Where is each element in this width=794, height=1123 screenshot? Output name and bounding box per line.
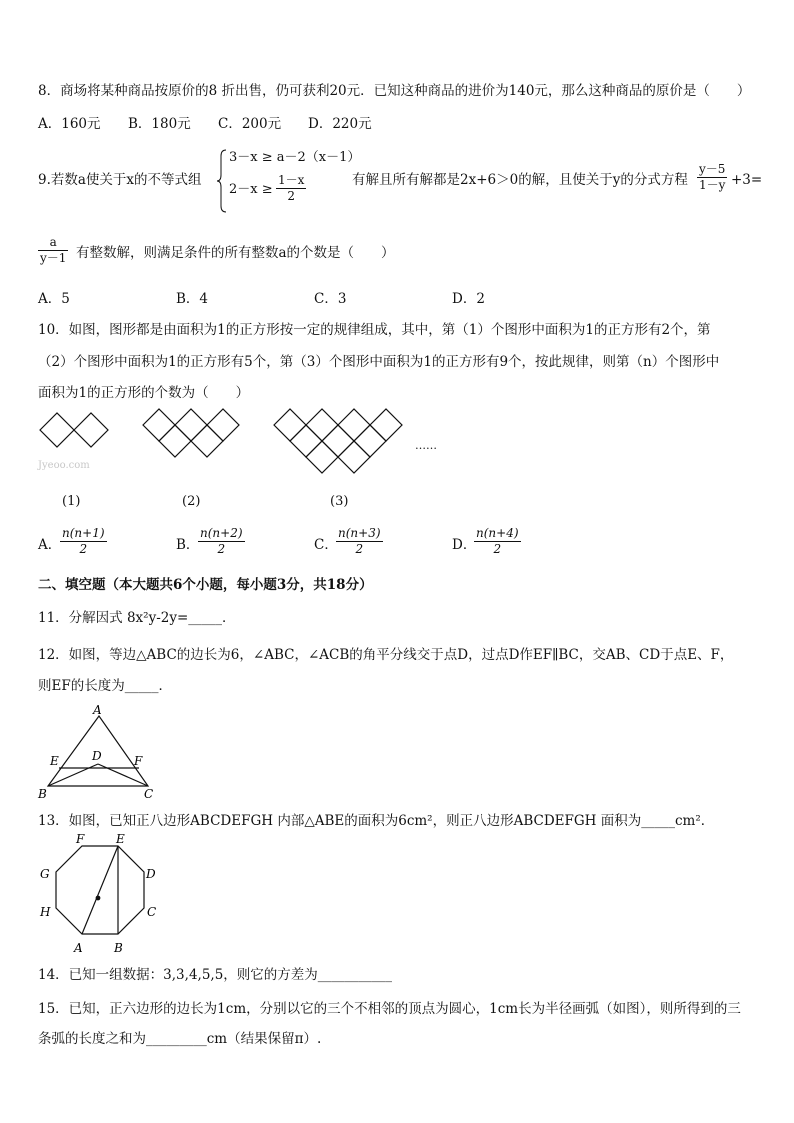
q13-label-g: G — [40, 867, 50, 881]
q10-fig3-square — [306, 441, 338, 473]
q10-fig2-square — [207, 409, 239, 441]
q10-option-d-letter: D． — [452, 537, 477, 553]
q9-inequality-2-left: 2－x ≥ — [229, 182, 273, 197]
q10-option-a-letter: A． — [38, 537, 62, 553]
q13-label-e: E — [116, 832, 125, 846]
q9-option-c: C．3 — [314, 291, 347, 307]
q10-fig2-square — [159, 425, 191, 457]
q10-fig3-square — [306, 409, 338, 441]
q12-line2: 则EF的长度为_____． — [38, 678, 172, 694]
section-2-heading: 二、填空题（本大题共6个小题，每小题3分，共18分） — [38, 577, 373, 593]
q9-option-d: D．2 — [452, 291, 485, 307]
q9-system-brace — [216, 148, 228, 214]
q10-fig2-square — [175, 409, 207, 441]
q8-option-a: A．160元 — [38, 116, 101, 132]
q10-fig1-label: (1) — [62, 494, 81, 509]
q10-fig3-square — [274, 409, 306, 441]
q9-equation-fraction — [697, 162, 727, 193]
q10-fig2-label: (2) — [182, 494, 201, 509]
q10-option-c-denominator: 2 — [355, 542, 364, 556]
q9-inequality-2-fraction — [276, 173, 306, 204]
q10-option-a-numerator: n(n+1) — [62, 526, 105, 540]
q10-pattern-figures — [30, 405, 450, 485]
q8-stem: 8．商场将某种商品按原价的8 折出售，仍可获利20元．已知这种商品的进价为140元，那么这种商品的原价是（ ） — [38, 83, 751, 99]
q10-option-a-fraction — [60, 526, 107, 557]
q10-option-b-denominator: 2 — [217, 542, 226, 556]
q10-fig3-square — [290, 425, 322, 457]
q10-line2: （2）个图形中面积为1的正方形有5个，第（3）个图形中面积为1的正方形有9个，按此规律，则第（n）个图形中 — [38, 354, 720, 370]
q10-option-d-fraction — [474, 526, 521, 557]
q9-prefix: 9.若数a使关于x的不等式组 — [38, 172, 202, 188]
q9-line2-text: 有整数解，则满足条件的所有整数a的个数是（ ） — [76, 245, 395, 261]
q13-label-d: D — [146, 867, 156, 881]
q10-fig1-square — [74, 413, 108, 447]
q13-label-c: C — [147, 905, 157, 919]
q10-fig1-square — [40, 413, 74, 447]
q9-line2-fraction — [38, 235, 68, 266]
q12-label-a: A — [93, 703, 102, 717]
q9-equation-tail: +3= — [731, 172, 763, 188]
q8-option-d: D．220元 — [308, 116, 372, 132]
q10-fig3-square — [338, 409, 370, 441]
q14-text: 14．已知一组数据：3,3,4,5,5，则它的方差为___________ — [38, 967, 393, 983]
q12-label-b: B — [38, 787, 47, 801]
q10-fig3-square — [354, 425, 386, 457]
q13-line1: 13．如图，已知正八边形ABCDEFGH 内部△ABE的面积为6cm²，则正八边形ABCDEFGH 面积为_____cm²． — [38, 813, 715, 829]
q10-ellipsis: …… — [415, 439, 437, 452]
q10-watermark: Jyeoo.com — [38, 460, 90, 471]
q12-label-d: D — [92, 749, 102, 763]
q12-label-c: C — [144, 787, 154, 801]
q13-segment-ae — [82, 846, 118, 934]
q10-option-c-numerator: n(n+3) — [338, 526, 381, 540]
q15-line2: 条弧的长度之和为_________cm（结果保留π）. — [38, 1031, 322, 1047]
q13-label-a: A — [74, 941, 83, 955]
q13-label-h: H — [40, 905, 51, 919]
q9-option-a: A．5 — [38, 291, 70, 307]
q10-line3: 面积为1的正方形的个数为（ ） — [38, 385, 250, 401]
q10-fig2-square — [143, 409, 175, 441]
q9-ineq2-denominator: 2 — [287, 189, 296, 203]
q9-line2-denominator: y－1 — [40, 251, 67, 265]
q9-eq-numerator: y－5 — [699, 162, 726, 176]
q10-option-c-fraction — [336, 526, 383, 557]
q10-fig2-square — [191, 425, 223, 457]
q12-label-f: F — [134, 754, 143, 768]
q9-eq-denominator: 1－y — [699, 178, 726, 192]
q10-option-b-letter: B． — [176, 537, 200, 553]
q8-option-c: C．200元 — [218, 116, 282, 132]
q12-triangle-figure — [36, 702, 158, 802]
q10-fig3-square — [322, 425, 354, 457]
q10-fig3-square — [370, 409, 402, 441]
q9-middle-text: 有解且所有解都是2x+6＞0的解，且使关于y的分式方程 — [352, 172, 688, 188]
q8-option-b: B．180元 — [128, 116, 191, 132]
q13-label-f: F — [76, 832, 85, 846]
q12-line1: 12．如图，等边△ABC的边长为6，∠ABC，∠ACB的角平分线交于点D，过点D作EF∥BC，交AB、CD于点E、F， — [38, 647, 734, 663]
q10-option-d-numerator: n(n+4) — [476, 526, 519, 540]
q9-line2-numerator: a — [38, 235, 68, 251]
q10-fig3-square — [338, 441, 370, 473]
q13-octagon-figure — [34, 832, 164, 962]
q10-fig3-label: (3) — [330, 494, 349, 509]
q9-ineq2-numerator: 1－x — [278, 173, 305, 187]
q10-option-d-denominator: 2 — [493, 542, 502, 556]
q11-text: 11．分解因式 8x²y-2y=_____． — [38, 610, 236, 626]
q10-option-b-numerator: n(n+2) — [200, 526, 243, 540]
q10-option-c-letter: C． — [314, 537, 338, 553]
q10-line1: 10．如图，图形都是由面积为1的正方形按一定的规律组成，其中，第（1）个图形中面积为1的正方形有2个，第 — [38, 322, 711, 338]
q9-inequality-1: 3－x ≥ a－2（x－1） — [229, 150, 361, 165]
q10-option-b-fraction — [198, 526, 245, 557]
q12-label-e: E — [50, 754, 59, 768]
q13-center-dot — [96, 896, 101, 901]
q10-option-a-denominator: 2 — [79, 542, 88, 556]
q9-option-b: B．4 — [176, 291, 209, 307]
q13-label-b: B — [114, 941, 123, 955]
q15-line1: 15．已知，正六边形的边长为1cm，分别以它的三个不相邻的顶点为圆心，1cm长为半径画弧（如图），则所得到的三 — [38, 1001, 741, 1017]
